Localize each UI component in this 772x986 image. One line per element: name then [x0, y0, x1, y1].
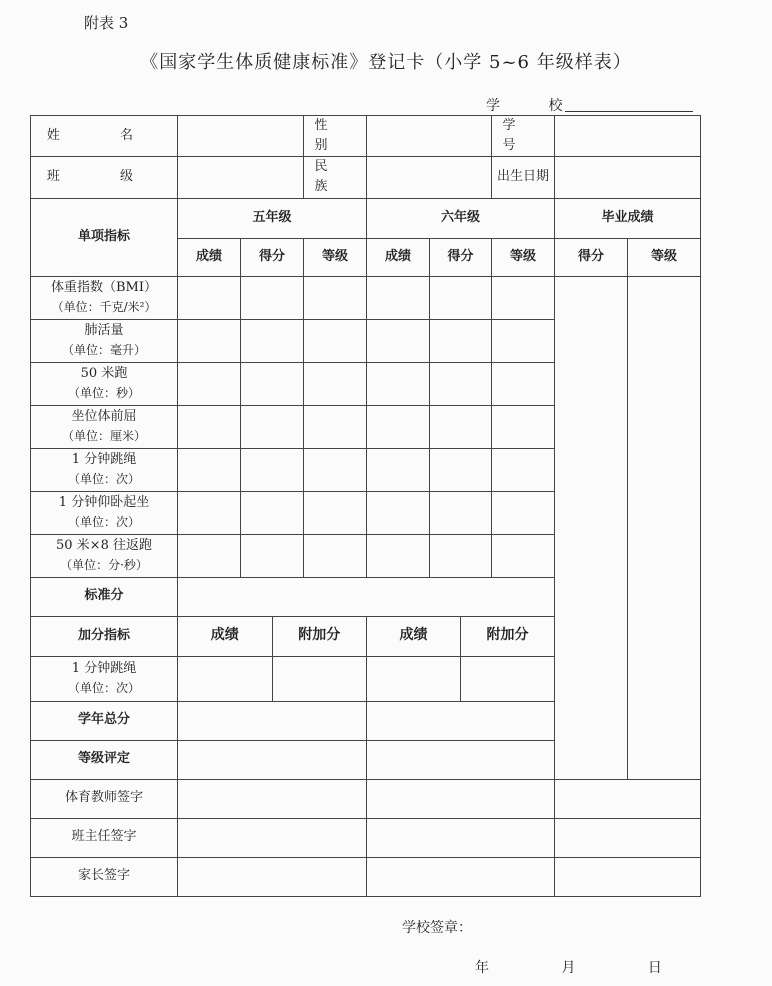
g5-points-cell[interactable] — [241, 319, 304, 362]
item-label — [31, 362, 178, 405]
g6-pe-teacher-signature[interactable] — [367, 779, 555, 818]
appendix-label: 附表 3 — [84, 14, 129, 32]
g6-points-cell[interactable] — [430, 534, 492, 577]
item-label — [31, 405, 178, 448]
g5-points-cell[interactable] — [241, 534, 304, 577]
g5-score-cell[interactable] — [178, 448, 241, 491]
item-unit: （单位：次） — [67, 515, 140, 530]
g5-score-cell[interactable] — [178, 362, 241, 405]
g5-score-cell[interactable] — [178, 319, 241, 362]
g5-level-cell[interactable] — [304, 319, 367, 362]
graduation-header: 毕业成绩 — [555, 198, 701, 238]
school-seal-label: 学校签章： — [402, 920, 472, 936]
g6-bonus-points-cell[interactable] — [461, 657, 554, 701]
grade6-header: 六年级 — [367, 198, 555, 238]
g6-annual-total-cell[interactable] — [367, 701, 555, 740]
item-name: 50 米跑 — [80, 366, 128, 382]
birthdate-label: 出生日期 — [492, 157, 555, 198]
g6-score-header: 成绩 — [367, 238, 430, 276]
grad-parent-signature[interactable] — [555, 857, 701, 896]
g6-level-cell[interactable] — [492, 362, 555, 405]
bonus-indicator-label: 加分指标 — [31, 616, 178, 656]
g6-points-cell[interactable] — [430, 491, 492, 534]
g6-score-cell[interactable] — [367, 276, 430, 319]
school-label: 学 校 — [486, 98, 585, 114]
g5-pe-teacher-signature[interactable] — [178, 779, 367, 818]
g6-points-cell[interactable] — [430, 276, 492, 319]
g5-level-cell[interactable] — [304, 276, 367, 319]
info-row-1 — [31, 116, 701, 157]
grad-pe-teacher-signature[interactable] — [555, 779, 701, 818]
item-unit: （单位：分·秒） — [60, 558, 148, 573]
item-name: 体重指数（BMI） — [51, 280, 157, 296]
ethnicity-label: 民 族 — [304, 157, 367, 198]
g5-level-cell[interactable] — [304, 534, 367, 577]
grade5-header: 五年级 — [178, 198, 367, 238]
g6-score-cell[interactable] — [367, 534, 430, 577]
g6-score-cell[interactable] — [367, 405, 430, 448]
bonus-item-label — [31, 656, 178, 701]
g5-parent-signature[interactable] — [178, 857, 367, 896]
g6-level-header: 等级 — [492, 238, 555, 276]
g5-bonus-score-cell[interactable] — [178, 657, 273, 701]
annual-total-label: 学年总分 — [31, 701, 178, 740]
grad-head-teacher-signature[interactable] — [555, 818, 701, 857]
pe-teacher-signature-label: 体育教师签字 — [31, 779, 178, 818]
registration-card-table — [30, 115, 701, 897]
graduation-level-cell[interactable] — [628, 276, 701, 779]
g6-level-cell[interactable] — [492, 534, 555, 577]
g6-level-cell[interactable] — [492, 276, 555, 319]
g5-score-header: 成绩 — [178, 238, 241, 276]
g5-bonus-points-header: 附加分 — [298, 627, 341, 644]
g5-points-header: 得分 — [241, 238, 304, 276]
grade5-bonus-header — [178, 616, 367, 656]
item-row — [31, 276, 701, 319]
item-indicator-header: 单项指标 — [31, 198, 178, 276]
bonus-item-unit: （单位：次） — [67, 681, 140, 696]
g5-level-cell[interactable] — [304, 448, 367, 491]
g6-level-cell[interactable] — [492, 319, 555, 362]
g5-points-cell[interactable] — [241, 276, 304, 319]
name-field[interactable] — [178, 116, 304, 157]
g6-bonus-score-cell[interactable] — [367, 657, 461, 701]
head-teacher-signature-row — [31, 818, 701, 857]
g5-points-cell[interactable] — [241, 362, 304, 405]
grade5-bonus-cells — [178, 656, 367, 701]
ethnicity-field[interactable] — [367, 157, 492, 198]
g6-points-header: 得分 — [430, 238, 492, 276]
item-unit: （单位：次） — [67, 472, 140, 487]
parent-signature-row — [31, 857, 701, 896]
name-label: 姓 名 — [31, 116, 178, 157]
g5-annual-total-cell[interactable] — [178, 701, 367, 740]
grad-points-header: 得分 — [555, 238, 628, 276]
standard-score-label: 标准分 — [31, 577, 178, 616]
item-label — [31, 319, 178, 362]
g6-level-cell[interactable] — [492, 448, 555, 491]
g5-score-cell[interactable] — [178, 276, 241, 319]
item-unit: （单位：毫升） — [61, 343, 146, 358]
g5-level-header: 等级 — [304, 238, 367, 276]
item-label — [31, 534, 178, 577]
g6-bonus-points-header: 附加分 — [486, 627, 529, 644]
gender-field[interactable] — [367, 116, 492, 157]
item-unit: （单位：厘米） — [61, 429, 146, 444]
grade-header-row — [31, 198, 701, 238]
g5-score-cell[interactable] — [178, 534, 241, 577]
grade6-bonus-header — [367, 616, 555, 656]
gender-label: 性 别 — [304, 116, 367, 157]
item-name: 1 分钟跳绳 — [71, 452, 137, 468]
grad-level-header: 等级 — [628, 238, 701, 276]
class-label: 班 级 — [31, 157, 178, 198]
item-unit: （单位：千克/米²） — [51, 300, 157, 315]
g5-bonus-score-header: 成绩 — [178, 617, 273, 656]
g6-score-cell[interactable] — [367, 362, 430, 405]
g5-score-cell[interactable] — [178, 491, 241, 534]
g6-level-cell[interactable] — [492, 491, 555, 534]
head-teacher-signature-label: 班主任签字 — [31, 818, 178, 857]
g6-points-cell[interactable] — [430, 405, 492, 448]
graduation-points-cell[interactable] — [555, 276, 628, 779]
item-name: 肺活量 — [84, 323, 124, 339]
form-title: 《国家学生体质健康标准》登记卡（小学 5~6 年级样表） — [140, 52, 632, 73]
g6-parent-signature[interactable] — [367, 857, 555, 896]
item-label — [31, 276, 178, 319]
g6-level-rating-cell[interactable] — [367, 740, 555, 779]
g5-bonus-points-cell[interactable] — [273, 657, 367, 701]
g6-score-cell[interactable] — [367, 491, 430, 534]
parent-signature-label: 家长签字 — [31, 857, 178, 896]
g5-points-cell[interactable] — [241, 405, 304, 448]
g6-points-cell[interactable] — [430, 448, 492, 491]
item-name: 坐位体前屈 — [71, 409, 137, 425]
level-rating-label: 等级评定 — [31, 740, 178, 779]
bonus-item-name: 1 分钟跳绳 — [71, 661, 137, 677]
g6-bonus-score-header: 成绩 — [367, 617, 461, 656]
g5-level-rating-cell[interactable] — [178, 740, 367, 779]
item-label — [31, 448, 178, 491]
g5-points-cell[interactable] — [241, 448, 304, 491]
g6-score-cell[interactable] — [367, 319, 430, 362]
item-name: 1 分钟仰卧起坐 — [58, 495, 150, 511]
grade6-bonus-cells — [367, 656, 555, 701]
item-label — [31, 491, 178, 534]
date-label: 年 月 日 — [475, 960, 696, 976]
student-no-label: 学 号 — [492, 116, 555, 157]
info-row-2 — [31, 157, 701, 198]
item-name: 50 米×8 往返跑 — [56, 538, 152, 554]
class-field[interactable] — [178, 157, 304, 198]
g6-points-cell[interactable] — [430, 362, 492, 405]
school-input-line[interactable] — [565, 111, 693, 112]
standard-score-field[interactable] — [178, 577, 555, 616]
birthdate-field[interactable] — [555, 157, 701, 198]
student-no-field[interactable] — [555, 116, 701, 157]
g5-score-cell[interactable] — [178, 405, 241, 448]
g5-level-cell[interactable] — [304, 405, 367, 448]
g6-level-cell[interactable] — [492, 405, 555, 448]
g5-points-cell[interactable] — [241, 491, 304, 534]
g5-level-cell[interactable] — [304, 362, 367, 405]
g5-level-cell[interactable] — [304, 491, 367, 534]
g6-head-teacher-signature[interactable] — [367, 818, 555, 857]
pe-teacher-signature-row — [31, 779, 701, 818]
item-unit: （单位：秒） — [67, 386, 140, 401]
g6-score-cell[interactable] — [367, 448, 430, 491]
g6-points-cell[interactable] — [430, 319, 492, 362]
g5-head-teacher-signature[interactable] — [178, 818, 367, 857]
